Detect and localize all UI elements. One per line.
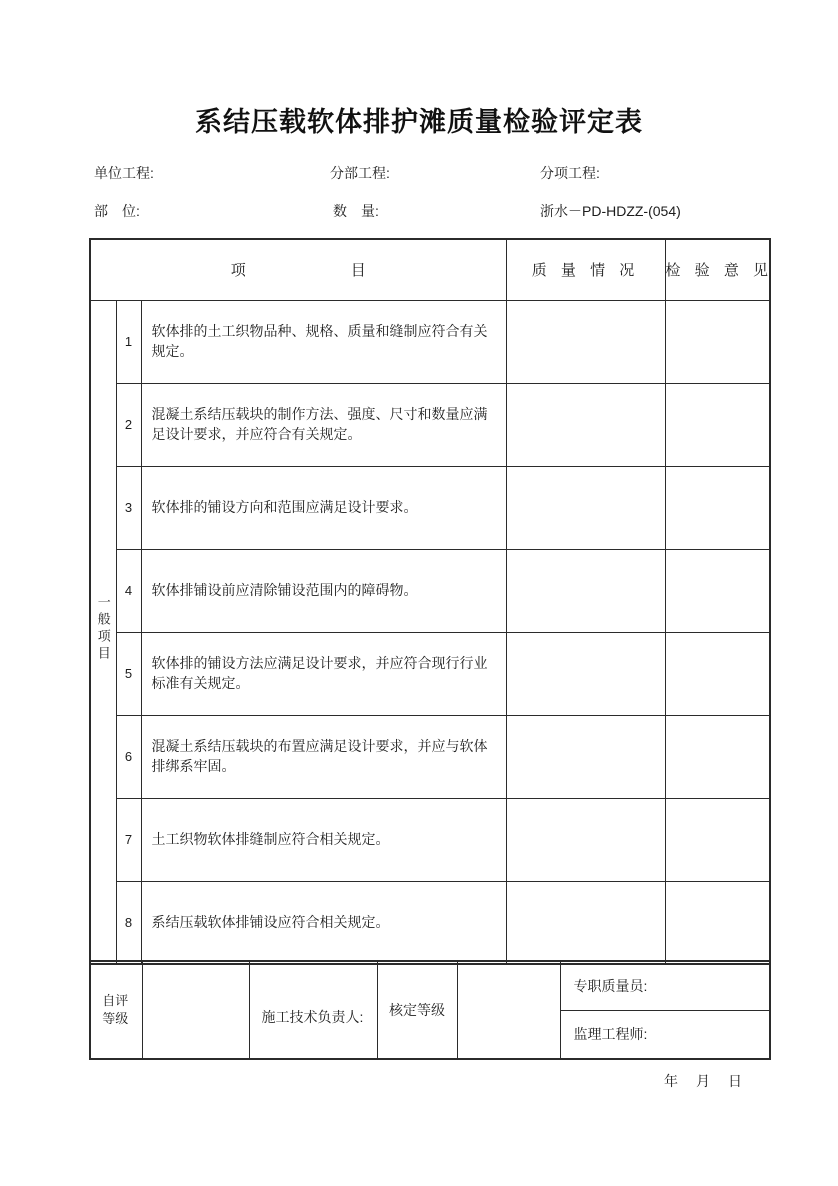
verified-rating-label-cell: 核定等级	[377, 961, 457, 1059]
item-number: 5	[116, 632, 141, 715]
quality-status-cell	[506, 881, 665, 964]
item-text: 混凝土系结压载块的制作方法、强度、尺寸和数量应满足设计要求，并应符合有关规定。	[141, 383, 506, 466]
header-item-col: 项 目	[90, 239, 506, 300]
item-number: 8	[116, 881, 141, 964]
group-label-cell	[90, 300, 116, 964]
item-text: 软体排的铺设方向和范围应满足设计要求。	[141, 466, 506, 549]
inspection-opinion-cell	[665, 549, 770, 632]
table-row	[90, 383, 770, 466]
self-rating-label: 自评等级	[102, 993, 129, 1026]
quality-status-cell	[506, 549, 665, 632]
quality-status-cell	[506, 798, 665, 881]
table-header-row	[90, 239, 770, 300]
quality-status-cell	[506, 466, 665, 549]
inspection-opinion-cell	[665, 632, 770, 715]
header-opinion-col: 检 验 意 见	[665, 239, 770, 300]
item-number: 1	[116, 300, 141, 383]
table-row	[90, 798, 770, 881]
table-row	[90, 881, 770, 964]
item-number: 3	[116, 466, 141, 549]
inspection-opinion-cell	[665, 466, 770, 549]
rating-signature-table	[89, 960, 771, 1060]
table-row	[90, 466, 770, 549]
supervisor-cell: 监理工程师:	[560, 1010, 770, 1059]
item-text: 软体排铺设前应清除铺设范围内的障碍物。	[141, 549, 506, 632]
inspection-table	[89, 238, 774, 965]
item-text: 软体排的土工织物品种、规格、质量和缝制应符合有关规定。	[141, 300, 506, 383]
quantity-label: 数 量:	[333, 203, 379, 219]
header-quality-col: 质 量 情 况	[506, 239, 665, 300]
self-rating-label-cell	[90, 961, 142, 1059]
division-project-label: 分部工程:	[330, 165, 390, 181]
item-text: 系结压载软体排铺设应符合相关规定。	[141, 881, 506, 964]
unit-project-label: 单位工程:	[94, 165, 154, 181]
page-title: 系结压载软体排护滩质量检验评定表	[195, 107, 643, 137]
inspection-opinion-cell	[665, 798, 770, 881]
quality-officer-cell: 专职质量员:	[560, 961, 770, 1010]
inspection-opinion-cell	[665, 715, 770, 798]
verified-rating-value-cell	[457, 961, 560, 1059]
table-row	[90, 549, 770, 632]
part-label: 部 位:	[94, 203, 140, 219]
inspection-opinion-cell	[665, 383, 770, 466]
signature-row-top	[90, 961, 770, 1010]
item-number: 4	[116, 549, 141, 632]
inspection-opinion-cell	[665, 881, 770, 964]
item-number: 6	[116, 715, 141, 798]
inspection-opinion-cell	[665, 300, 770, 383]
table-row	[90, 715, 770, 798]
subitem-project-label: 分项工程:	[540, 165, 600, 181]
table-row	[90, 300, 770, 383]
table-row	[90, 632, 770, 715]
quality-status-cell	[506, 632, 665, 715]
quality-status-cell	[506, 715, 665, 798]
quality-status-cell	[506, 383, 665, 466]
quality-status-cell	[506, 300, 665, 383]
item-text: 软体排的铺设方法应满足设计要求，并应符合现行行业标准有关规定。	[141, 632, 506, 715]
item-number: 2	[116, 383, 141, 466]
date-line: 年 月 日	[664, 1073, 744, 1089]
tech-director-cell: 施工技术负责人:	[249, 961, 377, 1059]
group-label: 一般项目	[95, 595, 111, 664]
item-text: 土工织物软体排缝制应符合相关规定。	[141, 798, 506, 881]
self-rating-value-cell	[142, 961, 249, 1059]
item-text: 混凝土系结压载块的布置应满足设计要求，并应与软体排绑系牢固。	[141, 715, 506, 798]
item-number: 7	[116, 798, 141, 881]
form-code: 浙水－PD-HDZZ-(054)	[540, 203, 681, 219]
